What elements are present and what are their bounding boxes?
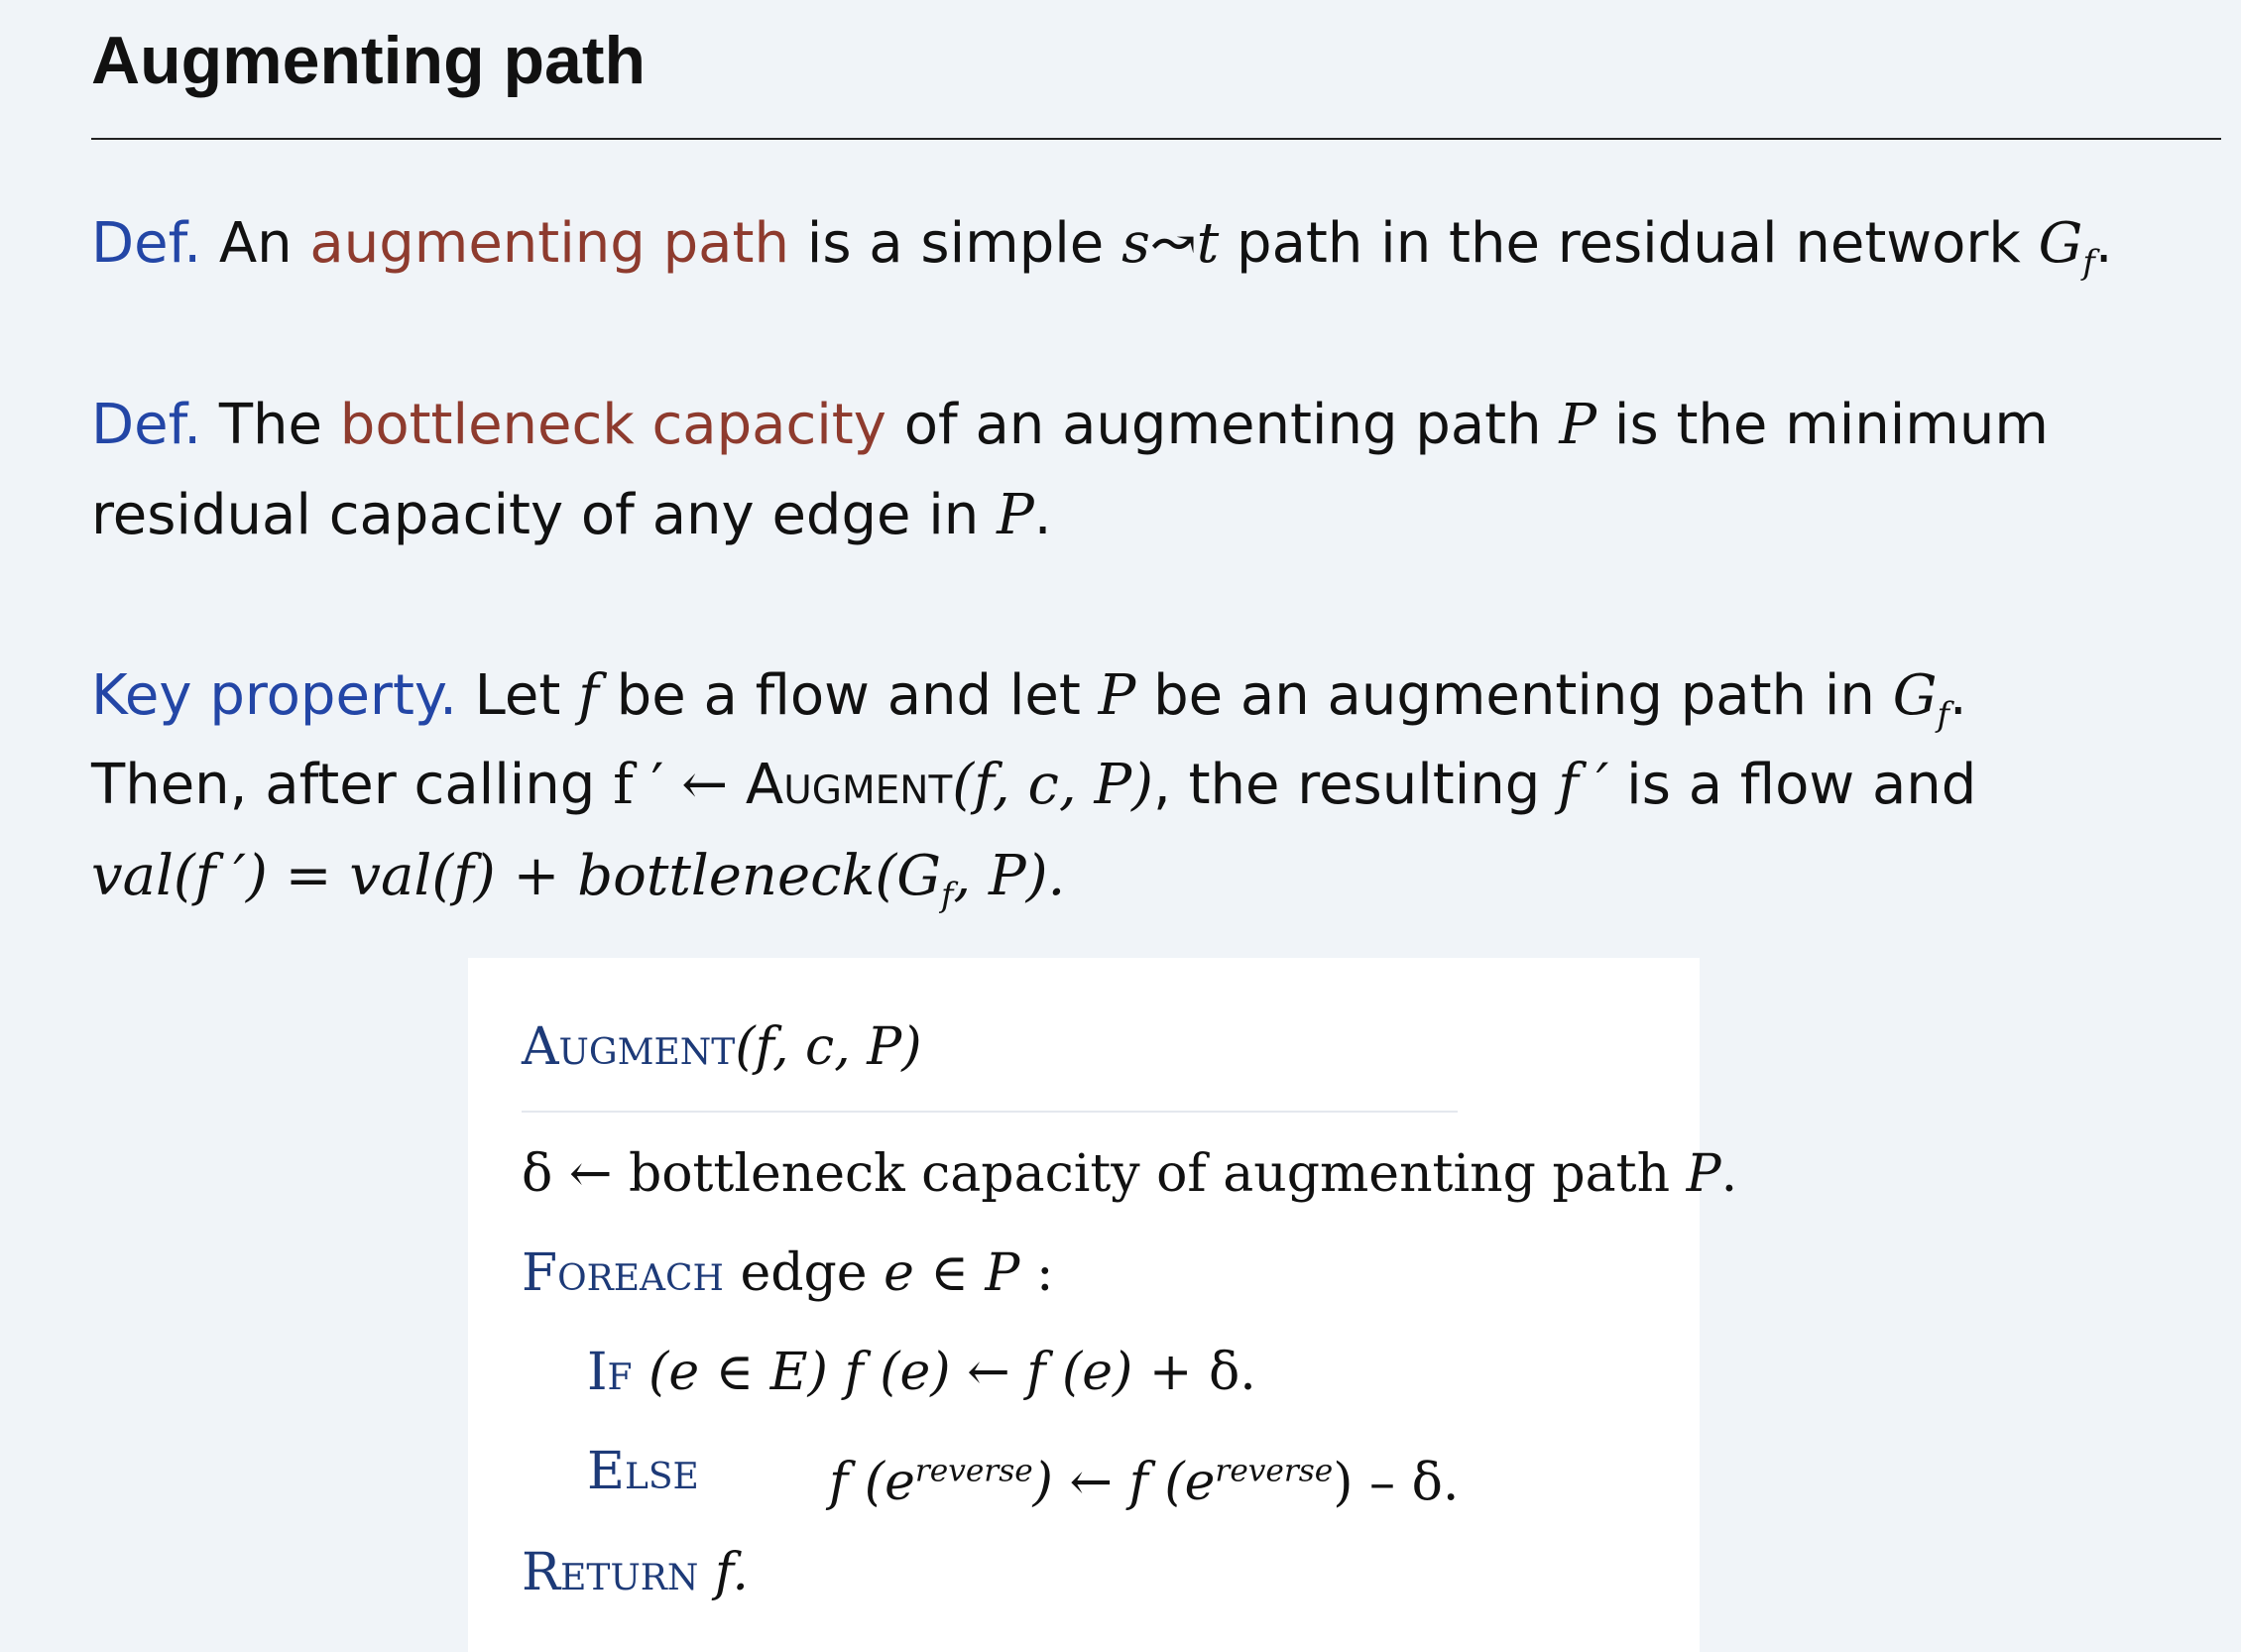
residual-network-symbol: $G_f$ xyxy=(2038,211,2095,283)
algorithm-line-if: If (e ∈ E) f (e) ← f (e) + δ. xyxy=(587,1343,1256,1402)
algorithm-line-foreach: Foreach edge e ∈ P : xyxy=(522,1243,1054,1303)
def-label: Def. xyxy=(91,393,202,457)
algorithm-line-return: Return f. xyxy=(522,1543,749,1602)
term-augmenting-path: augmenting path xyxy=(309,211,789,276)
algorithm-divider xyxy=(522,1111,1458,1113)
key-property-line2: Then, after calling f ′ ← Augment(f, c, P), the resulting f ′ is a flow and xyxy=(91,753,1977,817)
augment-algorithm-box xyxy=(468,958,1738,1652)
algorithm-line-else: Else xyxy=(587,1442,699,1501)
term-bottleneck-capacity: bottleneck capacity xyxy=(339,393,886,457)
definition-augmenting-path: Def. An augmenting path is a simple s↝t path in the residual network $G_f$. xyxy=(91,211,2113,283)
page-title: Augmenting path xyxy=(91,23,647,98)
key-property-formula: val(f ′) = $val(f) + bottleneck(G_f$, P). xyxy=(91,844,1066,915)
key-property-label: Key property. xyxy=(91,663,457,728)
definition-bottleneck-capacity-line2: residual capacity of any edge in P. xyxy=(91,483,1052,547)
algorithm-header: Augment(f, c, P) xyxy=(522,1017,922,1077)
algorithm-else-expression: f $(e^{reverse})$ ← f $(e^{reverse})$ – δ. xyxy=(829,1453,1460,1513)
algorithm-line-delta: δ ← bottleneck capacity of augmenting path P. xyxy=(522,1144,1738,1204)
title-divider xyxy=(91,138,2221,140)
def-label: Def. xyxy=(91,211,202,276)
definition-bottleneck-capacity: Def. The bottleneck capacity of an augmenting path P is the minimum xyxy=(91,393,2049,457)
st-path: s↝t xyxy=(1121,211,1220,276)
key-property-line1: Key property. Let f be a flow and let P be an augmenting path in $G_f$. xyxy=(91,663,1967,735)
